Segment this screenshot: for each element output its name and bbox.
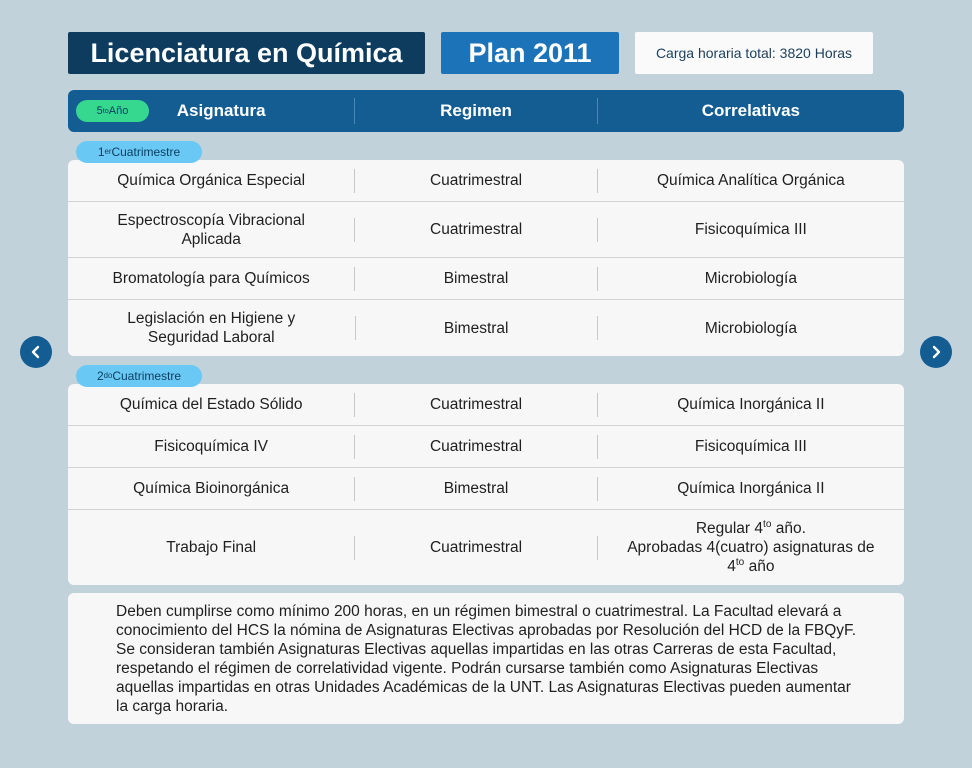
plan-label: Plan 2011 — [441, 32, 619, 74]
semester-1-table — [68, 160, 904, 356]
cell-regimen: Bimestral — [443, 270, 509, 287]
next-button[interactable] — [920, 336, 952, 368]
semester-2-badge: 2 do Cuatrimestre — [76, 365, 202, 387]
cell-correlativas: Fisicoquímica III — [694, 221, 807, 238]
correlativas-line-2: Aprobadas 4(cuatro) asignaturas de — [627, 539, 875, 556]
semester-2-table — [68, 384, 904, 585]
table-header — [68, 90, 904, 132]
year-number: 5 — [96, 105, 103, 117]
cell-asignatura: Legislación en Higiene y Seguridad Laboral — [127, 310, 296, 346]
table-row — [68, 300, 904, 356]
correlativas-line-1 — [696, 519, 806, 538]
cell-correlativas: Microbiología — [704, 270, 797, 287]
correlativas-line-3-end: año — [744, 558, 775, 575]
cell-regimen: Cuatrimestral — [429, 172, 523, 189]
cell-regimen: Cuatrimestral — [429, 438, 523, 455]
header-asignatura-label: Asignatura — [176, 101, 266, 120]
table-row — [68, 202, 904, 258]
chevron-right-icon — [929, 345, 943, 359]
correlativas-line-1-suffix: to — [763, 518, 772, 530]
correlativas-line-3 — [727, 557, 774, 576]
cell-regimen: Cuatrimestral — [429, 396, 523, 413]
semester-1-badge: 1 er Cuatrimestre — [76, 141, 202, 163]
chevron-left-icon — [29, 345, 43, 359]
cell-regimen: Cuatrimestral — [429, 539, 523, 556]
table-row — [68, 510, 904, 585]
semester-2-number: 2 — [96, 369, 104, 383]
semester-1-number: 1 — [97, 145, 105, 159]
semester-2-label: Cuatrimestre — [112, 369, 182, 383]
table-row — [68, 384, 904, 426]
total-hours-label: Carga horaria total: 3820 Horas — [635, 32, 873, 74]
cell-correlativas: Química Inorgánica II — [677, 480, 825, 497]
correlativas-line-1-text: Regular 4 — [695, 520, 764, 537]
cell-asignatura: Química Bioinorgánica — [133, 480, 290, 497]
cell-asignatura: Química Orgánica Especial — [117, 172, 306, 189]
correlativas-line-1-end: año. — [771, 520, 806, 537]
cell-correlativas — [598, 510, 904, 585]
table-row — [68, 426, 904, 468]
header-asignatura — [68, 90, 354, 132]
year-label: Año — [108, 105, 129, 117]
cell-asignatura: Fisicoquímica IV — [154, 438, 268, 455]
header-regimen: Regimen — [440, 101, 512, 120]
cell-correlativas: Química Analítica Orgánica — [656, 172, 845, 189]
table-row — [68, 160, 904, 202]
cell-correlativas: Fisicoquímica III — [694, 438, 807, 455]
cell-asignatura: Espectroscopía Vibracional Aplicada — [117, 211, 305, 248]
cell-regimen: Cuatrimestral — [430, 221, 523, 238]
previous-button[interactable] — [20, 336, 52, 368]
cell-correlativas: Química Inorgánica II — [677, 396, 825, 413]
page-title: Licenciatura en Química — [68, 32, 425, 74]
semester-1-label: Cuatrimestre — [111, 145, 181, 159]
correlativas-line-3-suffix: to — [735, 556, 745, 568]
cell-correlativas: Microbiología — [704, 319, 798, 337]
table-row — [68, 468, 904, 510]
table-row — [68, 258, 904, 300]
electives-note: Deben cumplirse como mínimo 200 horas, en un régimen bimestral o cuatrimestral. La Facultad elevará a conocimiento del HCS la nómina de Asignaturas Electivas aprobadas por Resolución del HCD de la FBQyF. Se consideran también Asignaturas Electivas aquellas impartidas en las otras Carreras de esta Facultad, respetando el régimen de correlatividad vigente. Podrán cursarse también como Asignaturas Electivas aquellas impartidas en otras Unidades Académicas de la UNT. Las Asignaturas Electivas pueden aumentar la carga horaria. — [68, 593, 904, 724]
correlativas-line-3-text: 4 — [727, 558, 736, 575]
cell-regimen: Bimestral — [443, 319, 509, 337]
cell-asignatura: Bromatología para Químicos — [112, 270, 310, 287]
cell-asignatura: Química del Estado Sólido — [119, 396, 303, 413]
cell-regimen: Bimestral — [443, 480, 509, 497]
header-correlativas: Correlativas — [701, 101, 800, 120]
year-badge: 5 to Año — [76, 100, 149, 122]
cell-asignatura: Trabajo Final — [166, 539, 257, 556]
